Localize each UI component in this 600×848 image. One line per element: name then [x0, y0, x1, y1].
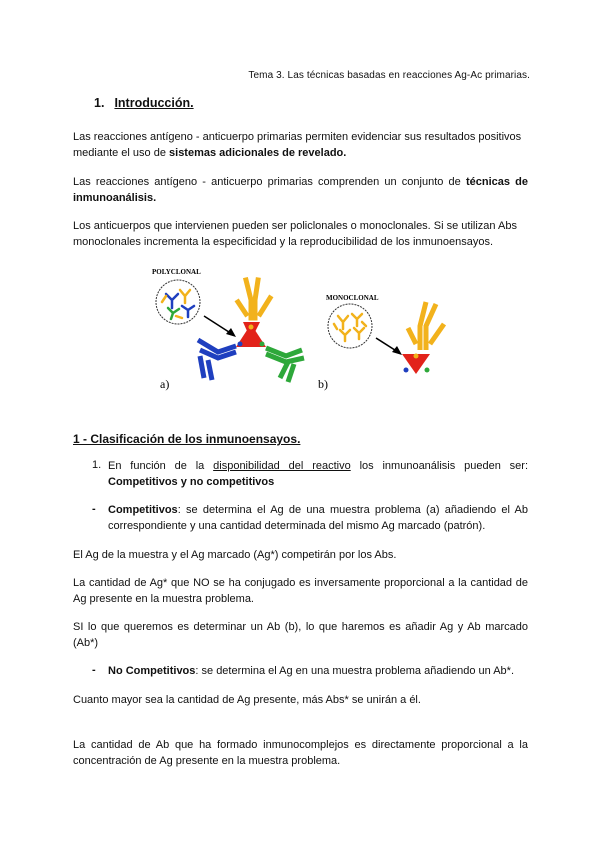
polyclonal-arrow	[204, 316, 232, 334]
epitope-blue	[238, 342, 243, 347]
paragraph-1-bold: sistemas adicionales de revelado.	[169, 146, 347, 159]
bullet-no-competitivos	[108, 664, 528, 680]
term-competitivos: Competitivos	[108, 504, 178, 516]
epitope-b-yellow	[414, 354, 419, 359]
list-item-1	[108, 459, 528, 490]
bullet-dash: -	[92, 503, 96, 515]
list-item-1-pre: En función de la	[108, 460, 214, 472]
paragraph-5: La cantidad de Ag* que NO se ha conjugado es inversamente proporcional a la cantidad de Ag presente en la muestra problema.	[73, 577, 528, 605]
monoclonal-label: MONOCLONAL	[326, 294, 379, 302]
antibody-blue	[198, 340, 236, 380]
heading-number: 1.	[94, 96, 105, 110]
competitivos-text: : se determina el Ag de una muestra problema (a) añadiendo el Ab correspondiente y una cantidad determinada del mismo Ag marcado (patrón).	[108, 504, 528, 532]
paragraph-2	[73, 175, 528, 206]
page-header: Tema 3. Las técnicas basadas en reacciones Ag-Ac primarias.	[248, 70, 530, 81]
list-item-1-bold: Competitivos y no competitivos	[108, 475, 275, 488]
term-no-competitivos: No Competitivos	[108, 665, 196, 677]
paragraph-8: La cantidad de Ab que ha formado inmunocomplejos es directamente proporcional a la concentración de Ag presente en la muestra problema.	[73, 739, 528, 767]
antibody-figure	[140, 262, 480, 392]
antibody-b-yellow	[408, 302, 444, 350]
caption-b: b)	[318, 377, 328, 391]
paragraph-1-text: Las reacciones antígeno - anticuerpo primarias permiten evidenciar sus resultados positivos mediante el uso de	[73, 131, 522, 159]
epitope-green	[260, 342, 265, 347]
bullet-competitivos	[108, 503, 528, 534]
paragraph-2-bold: técnicas de inmunoanálisis.	[73, 176, 528, 204]
paragraph-7: Cuanto mayor sea la cantidad de Ag presente, más Abs* se unirán a él.	[73, 694, 421, 706]
no-competitivos-text: : se determina el Ag en una muestra problema añadiendo un Ab*.	[195, 665, 515, 677]
list-item-number: 1.	[92, 459, 102, 471]
antibody-green	[266, 348, 304, 382]
section-heading-clasificacion: 1 - Clasificación de los inmunoensayos.	[73, 432, 301, 446]
paragraph-6: SI lo que queremos es determinar un Ab (b), lo que haremos es añadir Ag y Ab marcado (Ab*)	[73, 621, 528, 649]
list-item-1-post: los inmunoanálisis pueden ser:	[350, 460, 529, 472]
epitope-b-blue	[404, 368, 409, 373]
antibody-yellow	[238, 280, 270, 318]
monoclonal-arrowhead	[392, 346, 402, 355]
heading-title: Introducción.	[114, 96, 194, 110]
section-heading-intro	[94, 96, 194, 110]
paragraph-1	[73, 130, 528, 161]
list-item-1-underline: disponibilidad del reactivo	[213, 460, 351, 472]
caption-a: a)	[160, 377, 170, 391]
paragraph-3: Los anticuerpos que intervienen pueden ser policlonales o monoclonales. Si se utilizan Abs monoclonales incrementa la especificidad y la reproducibilidad de los inmunoensayos.	[73, 220, 517, 248]
polyclonal-arrowhead	[226, 328, 236, 337]
paragraph-4: El Ag de la muestra y el Ag marcado (Ag*) competirán por los Abs.	[73, 549, 397, 561]
epitope-b-green	[425, 368, 430, 373]
bullet-dash: -	[92, 664, 96, 676]
polyclonal-label: POLYCLONAL	[152, 268, 201, 276]
paragraph-2-text: Las reacciones antígeno - anticuerpo primarias comprenden un conjunto de	[73, 176, 466, 188]
epitope-yellow	[249, 325, 254, 330]
